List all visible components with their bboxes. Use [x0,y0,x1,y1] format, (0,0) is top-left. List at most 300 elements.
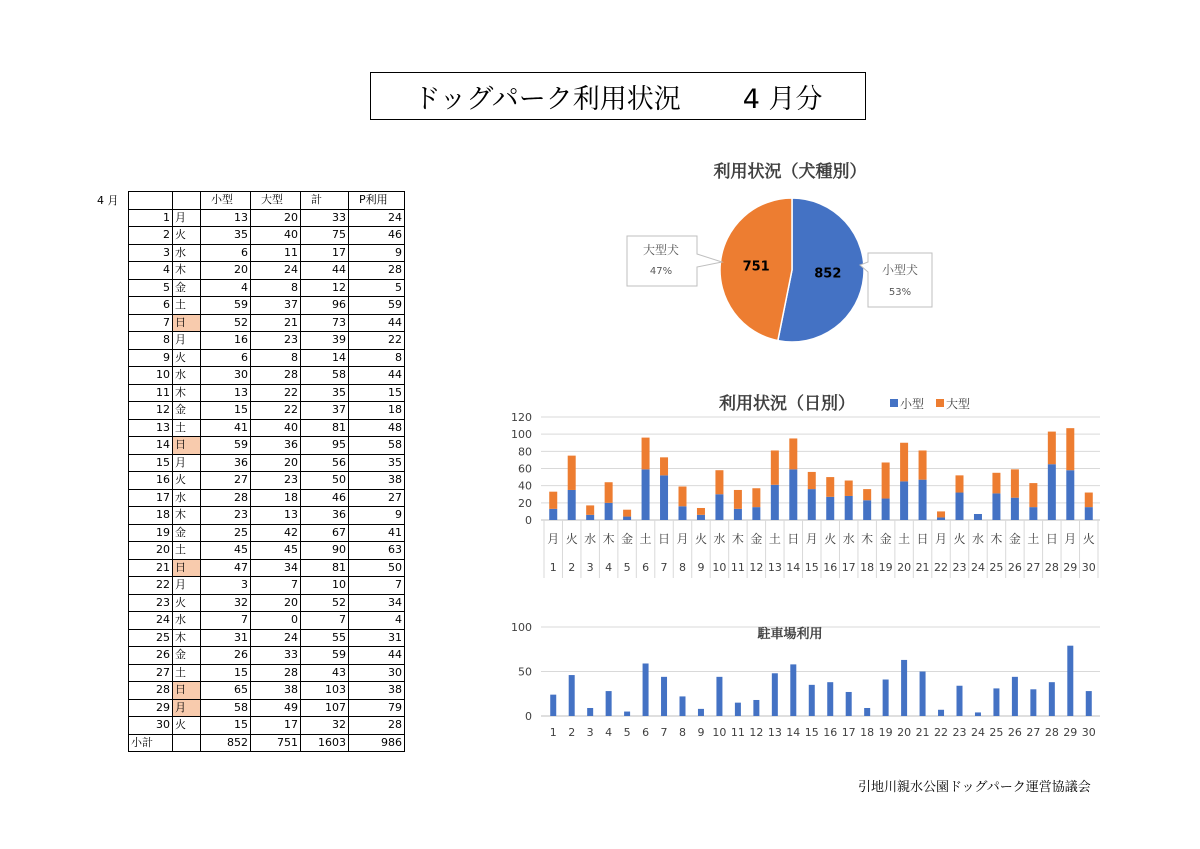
day-cell: 15 [129,454,173,472]
y-tick-label: 60 [518,462,532,476]
weekday-cell: 月 [173,577,201,595]
x-weekday-label: 金 [1008,532,1021,546]
parking-chart-title: 駐車場利用 [757,627,823,642]
weekday-cell: 日 [173,559,201,577]
x-day-label: 4 [605,561,613,574]
day-cell: 30 [129,717,173,735]
small-bar [882,499,890,520]
x-day-label: 18 [860,561,875,574]
x-weekday-label: 火 [565,532,578,546]
day-cell: 6 [129,297,173,315]
x-day-label: 8 [679,561,686,574]
small-bar [568,490,576,520]
x-day-label: 8 [679,726,686,739]
day-cell: 5 [129,279,173,297]
parking-bar [661,677,667,716]
x-weekday-label: 土 [639,532,652,546]
small-bar [1048,464,1056,520]
total-count-cell: 43 [301,664,349,682]
parking-count-cell: 30 [349,664,405,682]
x-day-label: 21 [915,726,930,739]
weekday-cell: 金 [173,402,201,420]
parking-bar [920,672,926,717]
large-bar [789,438,797,469]
weekday-cell: 月 [173,699,201,717]
small-count-cell: 13 [201,384,251,402]
large-bar [1029,483,1037,507]
large-count-cell: 20 [251,454,301,472]
day-cell: 8 [129,332,173,350]
day-cell: 18 [129,507,173,525]
small-bar [697,515,705,520]
day-cell: 12 [129,402,173,420]
x-weekday-label: 水 [971,532,984,546]
x-day-label: 6 [642,561,650,574]
parking-bar [938,710,944,716]
small-count-cell: 6 [201,244,251,262]
parking-count-cell: 41 [349,524,405,542]
x-weekday-label: 木 [731,532,744,546]
small-bar [752,507,760,520]
weekday-cell: 月 [173,454,201,472]
total-count-cell: 59 [301,647,349,665]
small-bar [919,480,927,520]
large-count-cell: 22 [251,384,301,402]
x-day-label: 28 [1044,726,1059,739]
large-count-cell: 40 [251,227,301,245]
x-day-label: 15 [804,561,819,574]
x-weekday-label: 日 [658,532,671,546]
x-day-label: 28 [1044,561,1059,574]
total-count-cell: 12 [301,279,349,297]
x-day-label: 10 [712,726,727,739]
small-bar [586,515,594,520]
parking-count-cell: 28 [349,717,405,735]
x-weekday-label: 日 [787,532,800,546]
day-cell: 7 [129,314,173,332]
large-count-cell: 20 [251,594,301,612]
large-count-cell: 45 [251,542,301,560]
large-bar [919,450,927,479]
x-day-label: 30 [1081,561,1096,574]
x-day-label: 25 [989,726,1004,739]
small-count-cell: 3 [201,577,251,595]
day-cell: 28 [129,682,173,700]
subtotal-parking: 986 [349,734,405,752]
small-count-cell: 15 [201,717,251,735]
small-bar [1011,498,1019,520]
large-count-cell: 18 [251,489,301,507]
large-bar [605,482,613,503]
large-count-cell: 33 [251,647,301,665]
small-count-cell: 36 [201,454,251,472]
total-count-cell: 17 [301,244,349,262]
x-day-label: 17 [841,726,856,739]
pie-callout-percent: 47% [649,266,673,277]
parking-count-cell: 44 [349,314,405,332]
x-weekday-label: 月 [805,532,818,546]
small-bar [660,475,668,520]
parking-bar-chart [511,621,1100,739]
x-day-label: 26 [1007,561,1022,574]
large-count-cell: 8 [251,349,301,367]
small-bar [937,517,945,520]
day-cell: 24 [129,612,173,630]
parking-bar [901,660,907,716]
parking-bar [864,708,870,716]
organization-footer: 引地川親水公園ドッグパーク運営協議会 [858,780,1091,795]
total-count-cell: 81 [301,419,349,437]
day-cell: 2 [129,227,173,245]
small-count-cell: 16 [201,332,251,350]
parking-count-cell: 38 [349,682,405,700]
y-tick-label: 0 [525,514,532,527]
x-day-label: 11 [730,561,745,574]
x-day-label: 20 [897,726,912,739]
total-count-cell: 10 [301,577,349,595]
parking-bar [809,685,815,716]
total-count-cell: 32 [301,717,349,735]
weekday-cell: 日 [173,437,201,455]
subtotal-small: 852 [201,734,251,752]
parking-count-cell: 50 [349,559,405,577]
x-day-label: 29 [1063,726,1078,739]
large-bar [623,510,631,517]
parking-bar [587,708,593,716]
x-day-label: 2 [568,726,576,739]
weekday-cell: 水 [173,612,201,630]
x-day-label: 30 [1081,726,1096,739]
x-day-label: 6 [642,726,650,739]
total-count-cell: 14 [301,349,349,367]
day-cell: 17 [129,489,173,507]
weekday-cell: 土 [173,419,201,437]
x-day-label: 9 [697,561,705,574]
x-weekday-label: 土 [898,532,911,546]
large-bar [863,489,871,500]
x-day-label: 26 [1007,726,1022,739]
large-bar [956,475,964,492]
x-day-label: 22 [934,561,949,574]
total-count-cell: 75 [301,227,349,245]
parking-count-cell: 7 [349,577,405,595]
breed-pie-chart [627,161,932,342]
x-weekday-label: 火 [1082,532,1095,546]
x-day-label: 12 [749,561,764,574]
parking-count-cell: 28 [349,262,405,280]
x-day-label: 2 [568,561,576,574]
small-bar [734,509,742,520]
total-count-cell: 90 [301,542,349,560]
weekday-cell: 金 [173,279,201,297]
weekday-cell: 水 [173,367,201,385]
x-day-label: 3 [586,561,594,574]
parking-bar [1086,691,1092,716]
small-count-cell: 25 [201,524,251,542]
large-bar [660,457,668,475]
small-bar [845,496,853,520]
large-count-cell: 21 [251,314,301,332]
weekday-cell: 日 [173,682,201,700]
report-title: ドッグパーク利用状況 [413,83,681,115]
parking-count-cell: 48 [349,419,405,437]
x-day-label: 19 [878,561,893,574]
pie-callout-label: 大型犬 [642,243,680,257]
parking-count-cell: 15 [349,384,405,402]
day-cell: 22 [129,577,173,595]
small-count-cell: 7 [201,612,251,630]
y-tick-label: 100 [511,428,532,442]
legend-label: 小型 [900,397,925,411]
small-bar [900,481,908,520]
large-bar [882,462,890,498]
header-parking: P利用 [349,192,405,210]
parking-count-cell: 22 [349,332,405,350]
weekday-cell: 木 [173,629,201,647]
x-day-label: 23 [952,726,967,739]
parking-bar [698,709,704,716]
x-day-label: 9 [697,726,705,739]
small-count-cell: 15 [201,402,251,420]
parking-count-cell: 38 [349,472,405,490]
parking-count-cell: 46 [349,227,405,245]
small-count-cell: 58 [201,699,251,717]
large-bar [937,511,945,517]
large-count-cell: 42 [251,524,301,542]
x-weekday-label: 月 [1064,532,1077,546]
subtotal-large: 751 [251,734,301,752]
x-day-label: 27 [1026,561,1041,574]
large-count-cell: 22 [251,402,301,420]
x-day-label: 1 [549,726,557,739]
small-count-cell: 26 [201,647,251,665]
small-bar [863,500,871,520]
large-count-cell: 13 [251,507,301,525]
parking-bar [1012,677,1018,716]
total-count-cell: 36 [301,507,349,525]
header-large: 大型 [251,192,301,210]
parking-bar [753,700,759,716]
pie-callout-label: 小型犬 [881,263,919,277]
legend-label: 大型 [946,397,971,411]
daily-chart-title: 利用状況（日別） [719,394,855,414]
x-weekday-label: 日 [916,532,929,546]
small-bar [1066,470,1074,520]
weekday-cell: 水 [173,489,201,507]
day-cell: 27 [129,664,173,682]
x-day-label: 24 [970,561,985,574]
x-day-label: 18 [860,726,875,739]
total-count-cell: 95 [301,437,349,455]
x-day-label: 21 [915,561,930,574]
x-day-label: 3 [586,726,594,739]
day-cell: 1 [129,209,173,227]
parking-count-cell: 58 [349,437,405,455]
day-cell: 3 [129,244,173,262]
parking-count-cell: 18 [349,402,405,420]
weekday-cell: 月 [173,209,201,227]
weekday-cell: 水 [173,244,201,262]
large-count-cell: 23 [251,472,301,490]
x-weekday-label: 月 [676,532,689,546]
parking-count-cell: 44 [349,647,405,665]
parking-count-cell: 44 [349,367,405,385]
y-tick-label: 100 [511,621,532,634]
table-month-label: 4 月 [97,194,119,207]
small-count-cell: 23 [201,507,251,525]
parking-bar [569,675,575,716]
parking-bar [680,696,686,716]
large-count-cell: 0 [251,612,301,630]
x-weekday-label: 木 [602,532,615,546]
large-bar [752,488,760,507]
weekday-cell: 火 [173,227,201,245]
large-count-cell: 49 [251,699,301,717]
large-count-cell: 28 [251,664,301,682]
parking-count-cell: 9 [349,244,405,262]
total-count-cell: 81 [301,559,349,577]
x-weekday-label: 水 [584,532,597,546]
x-day-label: 16 [823,561,838,574]
total-count-cell: 7 [301,612,349,630]
small-count-cell: 35 [201,227,251,245]
parking-bar [883,680,889,716]
day-cell: 23 [129,594,173,612]
weekday-cell: 火 [173,349,201,367]
large-count-cell: 34 [251,559,301,577]
x-weekday-label: 木 [990,532,1003,546]
small-count-cell: 15 [201,664,251,682]
large-bar [549,492,557,509]
x-day-label: 29 [1063,561,1078,574]
day-cell: 20 [129,542,173,560]
daily-stacked-bar-chart [511,393,1100,578]
x-day-label: 5 [623,726,631,739]
x-day-label: 4 [605,726,613,739]
large-bar [826,477,834,497]
parking-bar [846,692,852,716]
large-count-cell: 23 [251,332,301,350]
parking-bar [957,686,963,716]
weekday-cell: 火 [173,472,201,490]
total-count-cell: 73 [301,314,349,332]
header-small: 小型 [201,192,251,210]
large-count-cell: 28 [251,367,301,385]
day-cell: 16 [129,472,173,490]
y-tick-label: 80 [518,445,532,459]
large-bar [1085,493,1093,508]
large-count-cell: 24 [251,629,301,647]
legend-swatch [936,399,944,407]
large-count-cell: 11 [251,244,301,262]
pie-chart-title: 利用状況（犬種別） [713,162,867,182]
x-day-label: 19 [878,726,893,739]
parking-count-cell: 5 [349,279,405,297]
small-bar [974,514,982,520]
total-count-cell: 58 [301,367,349,385]
small-count-cell: 30 [201,367,251,385]
small-count-cell: 27 [201,472,251,490]
x-day-label: 7 [660,726,668,739]
parking-bar [790,664,796,716]
x-day-label: 14 [786,561,801,574]
small-bar [549,509,557,520]
large-bar [771,450,779,484]
small-count-cell: 4 [201,279,251,297]
x-weekday-label: 金 [750,532,763,546]
x-day-label: 13 [767,726,782,739]
day-cell: 10 [129,367,173,385]
day-cell: 26 [129,647,173,665]
x-day-label: 14 [786,726,801,739]
total-count-cell: 46 [301,489,349,507]
large-bar [734,490,742,509]
parking-bar [606,691,612,716]
large-bar [715,470,723,494]
weekday-cell: 金 [173,647,201,665]
x-weekday-label: 木 [861,532,874,546]
parking-bar [735,703,741,716]
x-day-label: 13 [767,561,782,574]
parking-bar [1067,646,1073,716]
small-count-cell: 13 [201,209,251,227]
small-count-cell: 31 [201,629,251,647]
parking-bar [975,712,981,716]
weekday-cell: 火 [173,594,201,612]
weekday-cell: 火 [173,717,201,735]
small-count-cell: 41 [201,419,251,437]
parking-bar [1030,689,1036,716]
y-tick-label: 40 [518,479,532,493]
parking-count-cell: 34 [349,594,405,612]
report-month: 4 月分 [742,83,823,115]
total-count-cell: 39 [301,332,349,350]
day-cell: 29 [129,699,173,717]
parking-count-cell: 79 [349,699,405,717]
small-bar [642,469,650,520]
day-cell: 25 [129,629,173,647]
x-day-label: 5 [623,561,631,574]
small-count-cell: 28 [201,489,251,507]
pie-callout-box [860,253,932,307]
x-weekday-label: 月 [547,532,560,546]
total-count-cell: 44 [301,262,349,280]
parking-count-cell: 59 [349,297,405,315]
large-count-cell: 7 [251,577,301,595]
x-weekday-label: 水 [842,532,855,546]
parking-count-cell: 9 [349,507,405,525]
parking-bar [993,688,999,716]
x-day-label: 16 [823,726,838,739]
x-day-label: 12 [749,726,764,739]
x-day-label: 10 [712,561,727,574]
large-bar [900,443,908,482]
total-count-cell: 35 [301,384,349,402]
small-count-cell: 52 [201,314,251,332]
day-cell: 4 [129,262,173,280]
header-total: 計 [301,192,349,210]
small-bar [605,503,613,520]
large-count-cell: 8 [251,279,301,297]
small-count-cell: 45 [201,542,251,560]
total-count-cell: 107 [301,699,349,717]
parking-bar [624,712,630,716]
x-weekday-label: 土 [1027,532,1040,546]
small-bar [808,489,816,520]
small-bar [771,485,779,520]
small-bar [826,497,834,520]
large-bar [808,472,816,489]
